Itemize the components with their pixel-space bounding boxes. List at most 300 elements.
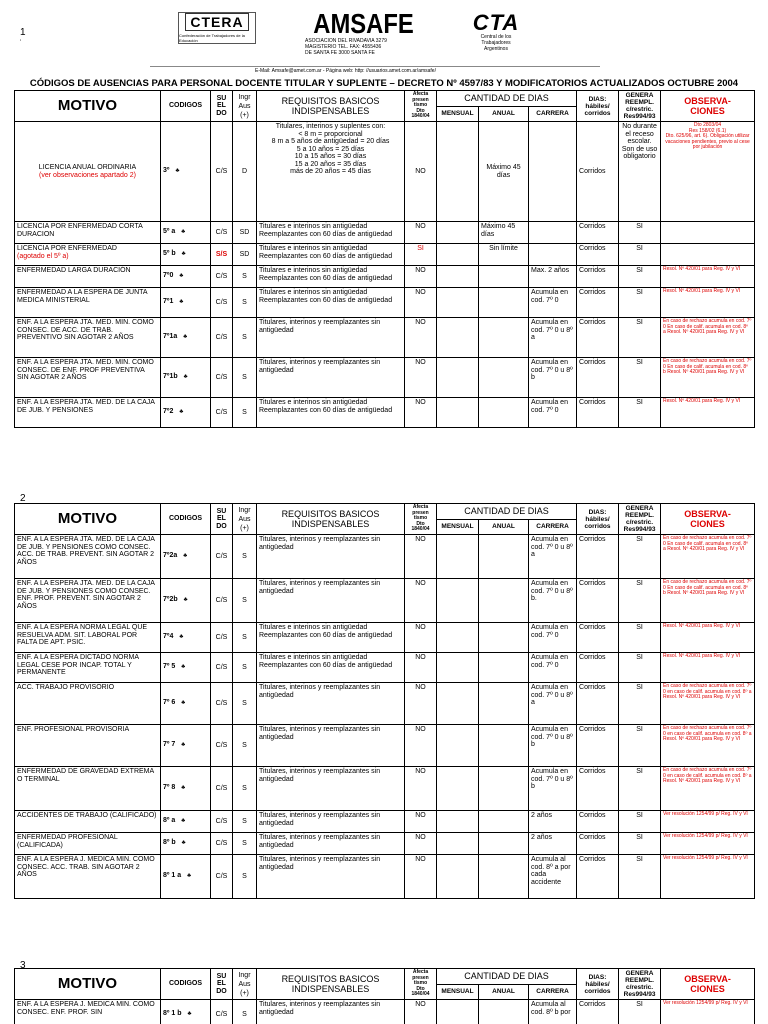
dias-cell: Corridos xyxy=(577,725,619,767)
anual-cell xyxy=(479,1000,529,1024)
requisitos-cell: Titulares, interinos y suplentes con: < 8 m = proporcional 8 m a 5 años de antigüedad = 20 días 5 a 10 años = 25 días 10 a 15 años = 30 días 15 a 20 años = 35 días más de 20 años = 45 días xyxy=(257,122,405,222)
genera-cell: SI xyxy=(619,653,661,683)
motivo-cell: LICENCIA POR ENFERMEDAD (agotado el 5º a) xyxy=(15,244,161,266)
afecta-cell: NO xyxy=(405,683,437,725)
sueldo-cell: C/S xyxy=(211,855,233,899)
mensual-cell xyxy=(437,288,479,318)
mensual-cell xyxy=(437,811,479,833)
amsafe-address xyxy=(305,38,415,56)
motivo-cell: ACC. TRABAJO PROVISORIO xyxy=(15,683,161,725)
sueldo-cell: C/S xyxy=(211,122,233,222)
code-cell: 8º 1 b ♣ xyxy=(161,1000,211,1024)
genera-cell: SI xyxy=(619,244,661,266)
mensual-cell xyxy=(437,1000,479,1024)
absence-table-2 xyxy=(14,503,755,899)
sueldo-cell: C/S xyxy=(211,833,233,855)
header-divider xyxy=(150,66,600,67)
genera-cell: SI xyxy=(619,222,661,244)
motivo-cell: ENF. A LA ESPERA DICTADO NORMA LEGAL CESE POR INCAP. TOTAL Y PERMANENTE xyxy=(15,653,161,683)
col-motivo: MOTIVO xyxy=(15,504,161,535)
code-cell: 7º1a ♣ xyxy=(161,318,211,358)
carrera-cell: Acumula en cod. 7º 0 xyxy=(529,653,577,683)
anual-cell xyxy=(479,725,529,767)
motivo-cell: ENFERMEDAD A LA ESPERA DE JUNTA MEDICA MINISTERIAL xyxy=(15,288,161,318)
carrera-cell: 2 años xyxy=(529,811,577,833)
mensual-cell xyxy=(437,244,479,266)
afecta-cell: NO xyxy=(405,222,437,244)
afecta-cell: NO xyxy=(405,1000,437,1024)
genera-cell: SI xyxy=(619,683,661,725)
genera-cell: SI xyxy=(619,266,661,288)
col-ingr: Ingr Aus (+) xyxy=(233,504,257,535)
ingr-cell: S xyxy=(233,266,257,288)
dias-cell: Corridos xyxy=(577,579,619,623)
requisitos-cell: Titulares, interinos y reemplazantes sin antigüedad xyxy=(257,767,405,811)
cta-logo xyxy=(456,12,536,52)
afecta-cell: SI xyxy=(405,244,437,266)
mensual-cell xyxy=(437,653,479,683)
observaciones-cell: En caso de rechazo acumula en cod. 7º 0 En caso de calif. acumula en cod. 8º a Resol. Nº 420/01 para Reg. IV y VI xyxy=(661,535,755,579)
sueldo-cell: C/S xyxy=(211,653,233,683)
code-cell: 7º2a ♣ xyxy=(161,535,211,579)
dias-cell: Corridos xyxy=(577,318,619,358)
mensual-cell xyxy=(437,122,479,222)
table-row xyxy=(15,244,755,266)
table-row xyxy=(15,358,755,398)
afecta-cell: NO xyxy=(405,535,437,579)
afecta-cell: NO xyxy=(405,318,437,358)
mensual-cell xyxy=(437,222,479,244)
mensual-cell xyxy=(437,855,479,899)
dias-cell: Corridos xyxy=(577,683,619,725)
col-afecta: Afecta presen tismo Dto 1840/04 xyxy=(405,91,437,122)
col-codigos: CODIGOS xyxy=(161,91,211,122)
code-cell: 8º 1 a ♣ xyxy=(161,855,211,899)
carrera-cell: Acumula al cod. 8º b por xyxy=(529,1000,577,1024)
genera-cell: SI xyxy=(619,767,661,811)
carrera-cell: Acumula en cod. 7º 0 xyxy=(529,398,577,428)
table-row xyxy=(15,767,755,811)
requisitos-cell: Titulares e interinos sin antigüedad Reemplazantes con 60 días de antigüedad xyxy=(257,288,405,318)
anual-cell: Máximo 45 días xyxy=(479,122,529,222)
code-cell: 7º 8 ♣ xyxy=(161,767,211,811)
observaciones-cell: En caso de rechazo acumula en cod. 7º 0 en caso de calif. acumula en cod. 8º a Resol. Nº 420/01 para Reg. IV y VI xyxy=(661,725,755,767)
absence-table-3 xyxy=(14,968,755,1024)
col-sueldo: SU EL DO xyxy=(211,504,233,535)
ingr-cell: S xyxy=(233,811,257,833)
mensual-cell xyxy=(437,579,479,623)
ingr-cell: S xyxy=(233,288,257,318)
carrera-cell: Acumula en cod. 7º 0 u 8º a xyxy=(529,535,577,579)
requisitos-cell: Titulares, interinos y reemplazantes sin antigüedad xyxy=(257,318,405,358)
afecta-cell: NO xyxy=(405,725,437,767)
sueldo-cell: C/S xyxy=(211,266,233,288)
requisitos-cell: Titulares e interinos sin antigüedad Reemplazantes con 60 días de antigüedad xyxy=(257,623,405,653)
genera-cell: No durante el receso escolar. Son de uso obligatorio xyxy=(619,122,661,222)
motivo-cell: LICENCIA ANUAL ORDINARIA (ver observaciones apartado 2) xyxy=(15,122,161,222)
page-marker: ʻ xyxy=(20,40,22,46)
table-header-row xyxy=(15,504,755,520)
col-afecta: Afecta presen tismo Dto 1840/04 xyxy=(405,969,437,1000)
requisitos-cell: Titulares e interinos sin antigüedad Reemplazantes con 60 días de antigüedad xyxy=(257,398,405,428)
mensual-cell xyxy=(437,535,479,579)
dias-cell: Corridos xyxy=(577,288,619,318)
requisitos-cell: Titulares e interinos sin antigüedad Reemplazantes con 60 días de antigüedad xyxy=(257,266,405,288)
sueldo-cell: C/S xyxy=(211,535,233,579)
genera-cell: SI xyxy=(619,623,661,653)
ingr-cell: S xyxy=(233,579,257,623)
motivo-cell: ENF. A LA ESPERA JTA. MED. DE LA CAJA DE JUB. Y PENSIONES xyxy=(15,398,161,428)
ingr-cell: SD xyxy=(233,222,257,244)
code-cell: 7º 6 ♣ xyxy=(161,683,211,725)
genera-cell: SI xyxy=(619,1000,661,1024)
col-motivo: MOTIVO xyxy=(15,969,161,1000)
carrera-cell: Acumula en cod. 7º 0 u 8º b. xyxy=(529,579,577,623)
requisitos-cell: Titulares e interinos sin antigüedad Reemplazantes con 60 días de antigüedad xyxy=(257,653,405,683)
anual-cell xyxy=(479,767,529,811)
page-number-3: 3 xyxy=(20,960,26,971)
afecta-cell: NO xyxy=(405,266,437,288)
col-observaciones: OBSERVA- CIONES xyxy=(661,969,755,1000)
carrera-cell: Acumula al cod. 8º a por cada accidente xyxy=(529,855,577,899)
code-cell: 7º2 ♣ xyxy=(161,398,211,428)
observaciones-cell: Ver resolución 1254/99 p/ Reg. IV y VI xyxy=(661,1000,755,1024)
sueldo-cell: C/S xyxy=(211,358,233,398)
motivo-cell: ENFERMEDAD PROFESIONAL (CALIFICADA) xyxy=(15,833,161,855)
code-cell: 7º 7 ♣ xyxy=(161,725,211,767)
table-header-row xyxy=(15,969,755,985)
anual-cell xyxy=(479,579,529,623)
carrera-cell: Max. 2 años xyxy=(529,266,577,288)
sueldo-cell: C/S xyxy=(211,318,233,358)
col-observaciones: OBSERVA- CIONES xyxy=(661,91,755,122)
ingr-cell: S xyxy=(233,1000,257,1024)
genera-cell: SI xyxy=(619,318,661,358)
observaciones-cell: Dto 2803/04 Res 158/02 (6.1) Dto. 625/96, art. 6). Obligación utilizar vacaciones pendientes, previo al cese por jubilación xyxy=(661,122,755,222)
anual-cell xyxy=(479,398,529,428)
table-row xyxy=(15,318,755,358)
afecta-cell: NO xyxy=(405,122,437,222)
dias-cell: Corridos xyxy=(577,244,619,266)
afecta-cell: NO xyxy=(405,579,437,623)
col-genera: GENERA REEMPL. c/restric. Res994/93 xyxy=(619,969,661,1000)
table-row xyxy=(15,288,755,318)
anual-cell xyxy=(479,358,529,398)
genera-cell: SI xyxy=(619,535,661,579)
amsafe-logo xyxy=(305,10,415,56)
amsafe-name: AMSAFE xyxy=(313,8,414,39)
motivo-cell: ENF. A LA ESPERA JTA. MED. MIN. COMO CONSEC. DE ACC. DE TRAB. PREVENTIVO SIN AGOTAR 2 AÑOS xyxy=(15,318,161,358)
ctera-logo-text: CTERA xyxy=(185,13,248,31)
col-genera: GENERA REEMPL. c/restric. Res994/93 xyxy=(619,91,661,122)
table-row xyxy=(15,535,755,579)
code-cell: 8º b ♣ xyxy=(161,833,211,855)
motivo-cell: ENF. A LA ESPERA J. MEDICA MIN. COMO CONSEC. ENF. PROF. SIN xyxy=(15,1000,161,1024)
motivo-cell: LICENCIA POR ENFERMEDAD CORTA DURACION xyxy=(15,222,161,244)
afecta-cell: NO xyxy=(405,398,437,428)
carrera-cell xyxy=(529,122,577,222)
motivo-cell: ENF. A LA ESPERA JTA. MED. MIN. COMO CONSEC. DE ENF. PROF PREVENTIVA SIN AGOTAR 2 AÑOS xyxy=(15,358,161,398)
carrera-cell: Acumula en cod. 7º 0 u 8º b xyxy=(529,725,577,767)
mensual-cell xyxy=(437,833,479,855)
afecta-cell: NO xyxy=(405,653,437,683)
col-cantidad: CANTIDAD DE DIAS xyxy=(437,91,577,107)
observaciones-cell: En caso de rechazo acumula en cod. 7º 0 en caso de calif. acumula en cod. 8º a Resol. Nº 420/01 para Reg. IV y VI xyxy=(661,767,755,811)
anual-cell: Sin límite xyxy=(479,244,529,266)
col-afecta: Afecta presen tismo Dto 1840/04 xyxy=(405,504,437,535)
carrera-cell: Acumula en cod. 7º 0 xyxy=(529,288,577,318)
sueldo-cell: C/S xyxy=(211,398,233,428)
genera-cell: SI xyxy=(619,833,661,855)
observaciones-cell: En caso de rechazo acumula en cod. 7º 0 En caso de calif. acumula en cod. 8º b Resol. Nº 420/01 para Reg. IV y VI xyxy=(661,579,755,623)
table-row xyxy=(15,811,755,833)
requisitos-cell: Titulares, interinos y reemplazantes sin antigüedad xyxy=(257,833,405,855)
anual-cell xyxy=(479,266,529,288)
observaciones-cell: Ver resolución 1254/99 p/ Reg. IV y VI xyxy=(661,833,755,855)
amsafe-addr-line: DE SANTA FE 3000 SANTA FE xyxy=(305,50,375,56)
anual-cell xyxy=(479,833,529,855)
ingr-cell: D xyxy=(233,122,257,222)
col-anual: ANUAL xyxy=(479,984,529,1000)
ingr-cell: S xyxy=(233,653,257,683)
col-sueldo: SU EL DO xyxy=(211,969,233,1000)
motivo-cell: ENFERMEDAD DE GRAVEDAD EXTREMA O TERMINAL xyxy=(15,767,161,811)
requisitos-cell: Titulares e interinos sin antigüedad Reemplazantes con 60 días de antigüedad xyxy=(257,244,405,266)
afecta-cell: NO xyxy=(405,767,437,811)
motivo-cell: ACCIDENTES DE TRABAJO (CALIFICADO) xyxy=(15,811,161,833)
col-carrera: CARRERA xyxy=(529,106,577,122)
sueldo-cell: C/S xyxy=(211,725,233,767)
code-cell: 3º ♣ xyxy=(161,122,211,222)
carrera-cell xyxy=(529,222,577,244)
genera-cell: SI xyxy=(619,398,661,428)
ingr-cell: SD xyxy=(233,244,257,266)
sueldo-cell: C/S xyxy=(211,579,233,623)
carrera-cell xyxy=(529,244,577,266)
letterhead xyxy=(150,8,600,68)
afecta-cell: NO xyxy=(405,833,437,855)
observaciones-cell: Resol. Nº 420/01 para Reg. IV y VI xyxy=(661,266,755,288)
carrera-cell: Acumula en cod. 7º 0 u 8º b xyxy=(529,358,577,398)
mensual-cell xyxy=(437,623,479,653)
col-sueldo: SU EL DO xyxy=(211,91,233,122)
absence-table-1 xyxy=(14,90,755,428)
dias-cell: Corridos xyxy=(577,767,619,811)
ingr-cell: S xyxy=(233,398,257,428)
col-genera: GENERA REEMPL. c/restric. Res994/93 xyxy=(619,504,661,535)
code-cell: 7º1b ♣ xyxy=(161,358,211,398)
observaciones-cell: En caso de rechazo acumula en cod. 7º 0 En caso de calif. acumula en cod. 8º b Resol. Nº 420/01 para Reg. IV y VI xyxy=(661,358,755,398)
table-row xyxy=(15,855,755,899)
table-row xyxy=(15,725,755,767)
col-anual: ANUAL xyxy=(479,519,529,535)
motivo-cell: ENF. A LA ESPERA J. MEDICA MIN. COMO CONSEC. ACC. TRAB. SIN AGOTAR 2 AÑOS xyxy=(15,855,161,899)
amsafe-addr-line: MAGISTERIO TEL. FAX: 4555436 xyxy=(305,44,382,50)
observaciones-cell: En caso de rechazo acumula en cod. 7º 0 En caso de calif. acumula en cod. 8º a Resol. Nº 420/01 para Reg. IV y VI xyxy=(661,318,755,358)
observaciones-cell xyxy=(661,244,755,266)
table-row xyxy=(15,579,755,623)
observaciones-cell: Resol. Nº 420/01 para Reg. IV y VI xyxy=(661,653,755,683)
col-anual: ANUAL xyxy=(479,106,529,122)
dias-cell: Corridos xyxy=(577,653,619,683)
sueldo-cell: C/S xyxy=(211,288,233,318)
anual-cell xyxy=(479,811,529,833)
mensual-cell xyxy=(437,266,479,288)
requisitos-cell: Titulares e interinos sin antigüedad Reemplazantes con 60 días de antigüedad xyxy=(257,222,405,244)
anual-cell xyxy=(479,623,529,653)
mensual-cell xyxy=(437,358,479,398)
observaciones-cell: Resol. Nº 420/01 para Reg. IV y VI xyxy=(661,623,755,653)
anual-cell xyxy=(479,535,529,579)
code-cell: 8º a ♣ xyxy=(161,811,211,833)
afecta-cell: NO xyxy=(405,358,437,398)
cta-sub-line: Trabajadores xyxy=(481,40,511,46)
requisitos-cell: Titulares, interinos y reemplazantes sin antigüedad xyxy=(257,535,405,579)
col-mensual: MENSUAL xyxy=(437,106,479,122)
genera-cell: SI xyxy=(619,288,661,318)
carrera-cell: Acumula en cod. 7º 0 u 8º a xyxy=(529,318,577,358)
ingr-cell: S xyxy=(233,535,257,579)
requisitos-cell: Titulares, interinos y reemplazantes sin antigüedad xyxy=(257,579,405,623)
col-requisitos: REQUISITOS BASICOS INDISPENSABLES xyxy=(257,91,405,122)
col-dias: DIAS: hábiles/ corridos xyxy=(577,969,619,1000)
col-cantidad: CANTIDAD DE DIAS xyxy=(437,969,577,985)
col-codigos: CODIGOS xyxy=(161,504,211,535)
observaciones-cell xyxy=(661,222,755,244)
page-number-1: 1 xyxy=(20,27,26,38)
afecta-cell: NO xyxy=(405,855,437,899)
dias-cell: Corridos xyxy=(577,398,619,428)
col-carrera: CARRERA xyxy=(529,984,577,1000)
ingr-cell: S xyxy=(233,318,257,358)
sueldo-cell: C/S xyxy=(211,222,233,244)
observaciones-cell: Ver resolución 1254/99 p/ Reg. IV y VI xyxy=(661,855,755,899)
motivo-cell: ENF. PROFESIONAL PROVISORIA xyxy=(15,725,161,767)
genera-cell: SI xyxy=(619,579,661,623)
requisitos-cell: Titulares, interinos y reemplazantes sin antigüedad xyxy=(257,725,405,767)
sueldo-cell: C/S xyxy=(211,1000,233,1024)
anual-cell xyxy=(479,653,529,683)
mensual-cell xyxy=(437,767,479,811)
col-ingr: Ingr Aus (+) xyxy=(233,91,257,122)
col-motivo: MOTIVO xyxy=(15,91,161,122)
anual-cell: Máximo 45 días xyxy=(479,222,529,244)
code-cell: 7º4 ♣ xyxy=(161,623,211,653)
code-cell: 7º1 ♣ xyxy=(161,288,211,318)
requisitos-cell: Titulares, interinos y reemplazantes sin antigüedad xyxy=(257,358,405,398)
genera-cell: SI xyxy=(619,358,661,398)
table-row xyxy=(15,653,755,683)
sueldo-cell: S/S xyxy=(211,244,233,266)
ingr-cell: S xyxy=(233,767,257,811)
col-dias: DIAS: hábiles/ corridos xyxy=(577,91,619,122)
genera-cell: SI xyxy=(619,725,661,767)
anual-cell xyxy=(479,288,529,318)
dias-cell: Corridos xyxy=(577,266,619,288)
ctera-logo-sub: Confederación de Trabajadores de la Educación xyxy=(179,33,245,43)
observaciones-cell: En caso de rechazo acumula en cod. 7º 0 en caso de calif. acumula en cod. 8º a Resol. Nº 420/01 para Reg. IV y VI xyxy=(661,683,755,725)
motivo-cell: ENF. A LA ESPERA JTA. MED. DE LA CAJA DE JUB. Y PENSIONES COMO CONSEC. ENF. PROF. PREVENT. SIN AGOTAR 2 AÑOS xyxy=(15,579,161,623)
table-row xyxy=(15,833,755,855)
ingr-cell: S xyxy=(233,623,257,653)
cta-name: CTA xyxy=(472,10,520,35)
afecta-cell: NO xyxy=(405,288,437,318)
document-title: CÓDIGOS DE AUSENCIAS PARA PERSONAL DOCENTE TITULAR Y SUPLENTE – DECRETO Nº 4597/83 Y MODIFICATORIOS ACTUALIZADOS OCTUBRE 2004 xyxy=(29,78,739,89)
anual-cell xyxy=(479,855,529,899)
col-mensual: MENSUAL xyxy=(437,984,479,1000)
carrera-cell: Acumula en cod. 7º 0 xyxy=(529,623,577,653)
dias-cell: Corridos xyxy=(577,811,619,833)
dias-cell: Corridos xyxy=(577,623,619,653)
page-number-2: 2 xyxy=(20,493,26,504)
genera-cell: SI xyxy=(619,811,661,833)
table-row xyxy=(15,222,755,244)
anual-cell xyxy=(479,683,529,725)
requisitos-cell: Titulares, interinos y reemplazantes sin antigüedad xyxy=(257,811,405,833)
ingr-cell: S xyxy=(233,725,257,767)
observaciones-cell: Resol. Nº 420/01 para Reg. IV y VI xyxy=(661,398,755,428)
amsafe-addr-line: ASOCIACION DEL RIVADAVIA 3279 xyxy=(305,38,387,44)
ingr-cell: S xyxy=(233,833,257,855)
contact-line: E-Mail: Amsafe@amet.com.ar - Página web: http: //usuarios.amet.com.ar/amsafe/ xyxy=(255,68,436,74)
table-row xyxy=(15,266,755,288)
carrera-cell: 2 años xyxy=(529,833,577,855)
dias-cell: Corridos xyxy=(577,358,619,398)
cta-sub-line: Central de los xyxy=(480,34,512,40)
table-row xyxy=(15,398,755,428)
requisitos-cell: Titulares, interinos y reemplazantes sin antigüedad xyxy=(257,855,405,899)
carrera-cell: Acumula en cod. 7º 0 u 8º b xyxy=(529,767,577,811)
anual-cell xyxy=(479,318,529,358)
motivo-cell: ENF. A LA ESPERA NORMA LEGAL QUE RESUELVA ADM. SIT. LABORAL POR FALTA DE APT. PSIC. xyxy=(15,623,161,653)
carrera-cell: Acumula en cod. 7º 0 u 8º a xyxy=(529,683,577,725)
sueldo-cell: C/S xyxy=(211,623,233,653)
mensual-cell xyxy=(437,398,479,428)
dias-cell: Corridos xyxy=(577,535,619,579)
dias-cell: Corridos xyxy=(577,222,619,244)
code-cell: 5º b ♣ xyxy=(161,244,211,266)
dias-cell: Corridos xyxy=(577,1000,619,1024)
genera-cell: SI xyxy=(619,855,661,899)
motivo-cell: ENF. A LA ESPERA JTA. MED. DE LA CAJA DE JUB. Y PENSIONES COMO CONSEC. ACC. DE TRAB. PREVENT. SIN AGOTAR 2 AÑOS xyxy=(15,535,161,579)
table-row xyxy=(15,1000,755,1024)
ingr-cell: S xyxy=(233,855,257,899)
code-cell: 7º0 ♣ xyxy=(161,266,211,288)
afecta-cell: NO xyxy=(405,623,437,653)
col-carrera: CARRERA xyxy=(529,519,577,535)
col-requisitos: REQUISITOS BASICOS INDISPENSABLES xyxy=(257,969,405,1000)
motivo-cell: ENFERMEDAD LARGA DURACIÓN xyxy=(15,266,161,288)
requisitos-cell: Titulares, interinos y reemplazantes sin antigüedad xyxy=(257,1000,405,1024)
mensual-cell xyxy=(437,683,479,725)
requisitos-cell: Titulares, interinos y reemplazantes sin antigüedad xyxy=(257,683,405,725)
col-codigos: CODIGOS xyxy=(161,969,211,1000)
code-cell: 5º a ♣ xyxy=(161,222,211,244)
code-cell: 7º2b ♣ xyxy=(161,579,211,623)
col-observaciones: OBSERVA- CIONES xyxy=(661,504,755,535)
ingr-cell: S xyxy=(233,358,257,398)
observaciones-cell: Ver resolución 1254/99 p/ Reg. IV y VI xyxy=(661,811,755,833)
sueldo-cell: C/S xyxy=(211,767,233,811)
mensual-cell xyxy=(437,318,479,358)
col-cantidad: CANTIDAD DE DIAS xyxy=(437,504,577,520)
dias-cell: Corridos xyxy=(577,122,619,222)
table-row xyxy=(15,683,755,725)
ingr-cell: S xyxy=(233,683,257,725)
table-row xyxy=(15,122,755,222)
dias-cell: Corridos xyxy=(577,833,619,855)
ctera-logo xyxy=(178,12,256,44)
